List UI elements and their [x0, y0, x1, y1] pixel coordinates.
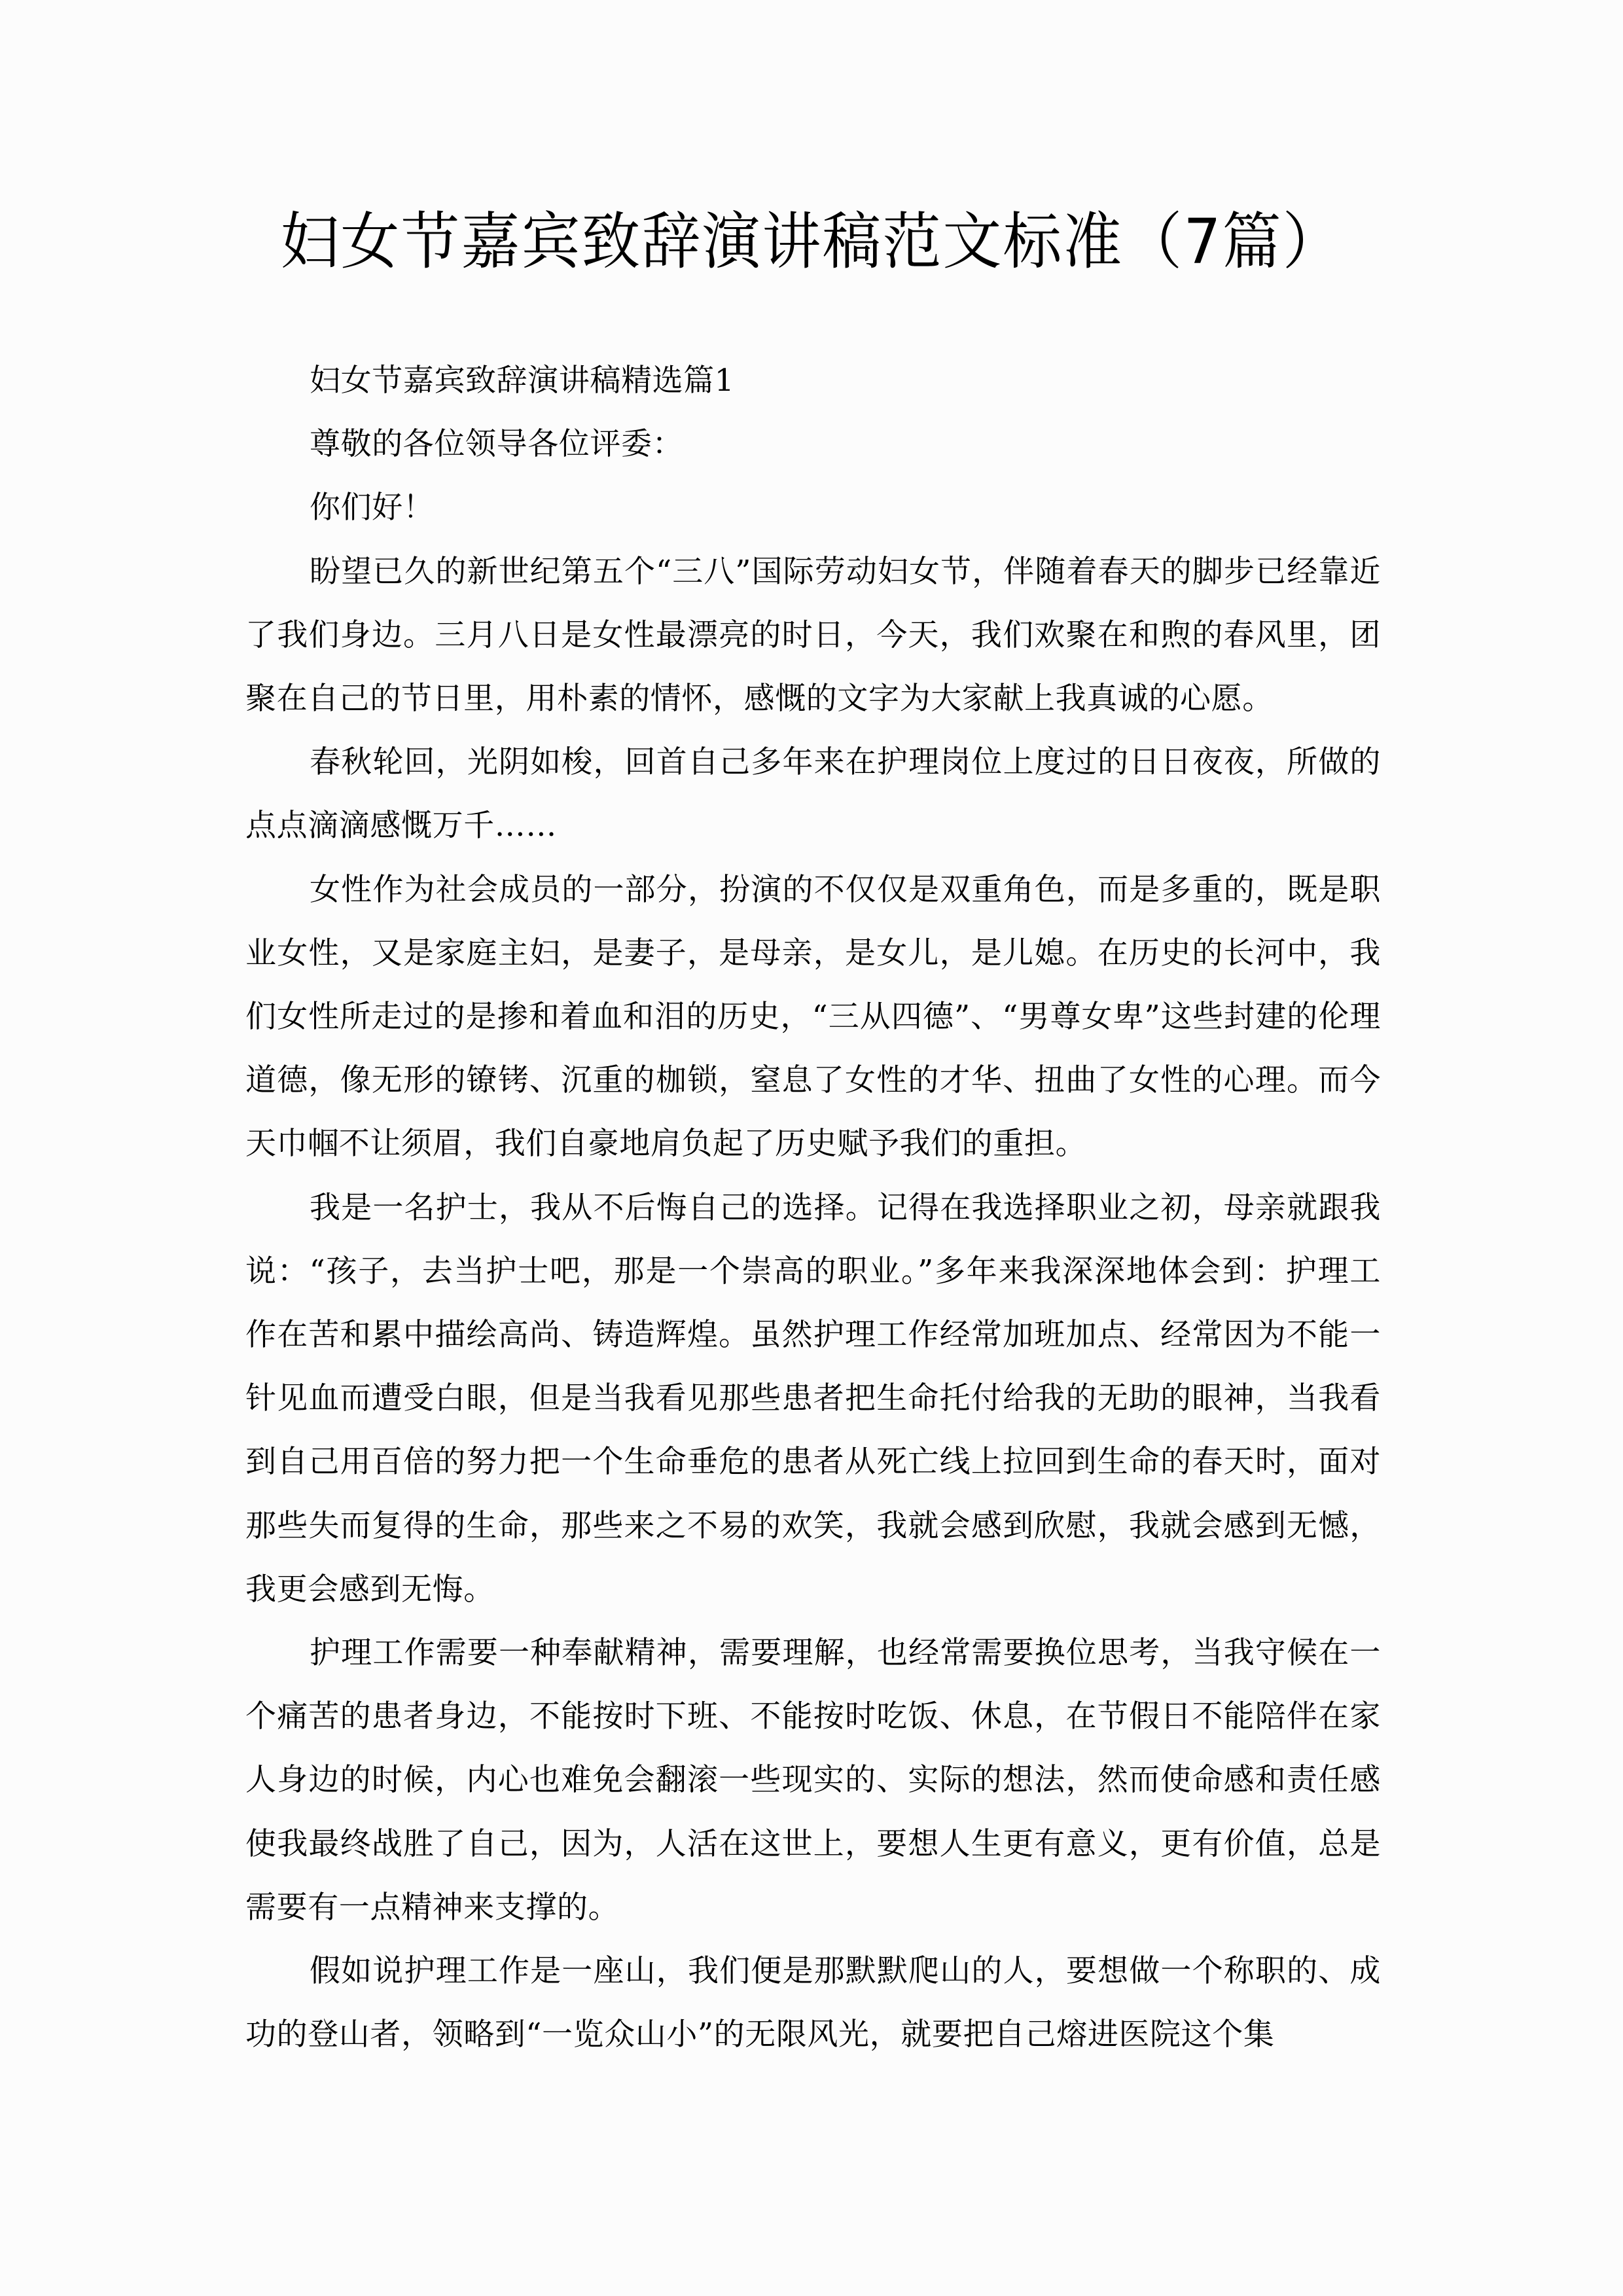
paragraph: 我是一名护士，我从不后悔自己的选择。记得在我选择职业之初，母亲就跟我说：“孩子，去当护士吧，那是一个崇高的职业。”多年来我深深地体会到：护理工作在苦和累中描绘高尚、铸造辉煌。虽然护理工作经常加班加点、经常因为不能一针见血而遭受白眼，但是当我看见那些患者把生命托付给我的无助的眼神，当我看到自己用百倍的努力把一个生命垂危的患者从死亡线上拉回到生命的春天时，面对那些失而复得的生命，那些来之不易的欢笑，我就会感到欣慰，我就会感到无憾，我更会感到无悔。 [245, 1189, 1381, 1607]
paragraph: 护理工作需要一种奉献精神，需要理解，也经常需要换位思考，当我守候在一个痛苦的患者身边，不能按时下班、不能按时吃饭、休息，在节假日不能陪伴在家人身边的时候，内心也难免会翻滚一些现实的、实际的想法，然而使命感和责任感使我最终战胜了自己，因为，人活在这世上，要想人生更有意义，更有价值，总是需要有一点精神来支撑的。 [245, 1635, 1381, 1926]
paragraph: 假如说护理工作是一座山，我们便是那默默爬山的人，要想做一个称职的、成功的登山者，领略到“一览众山小”的无限风光，就要把自己熔进医院这个集 [245, 1953, 1381, 2053]
salutation: 尊敬的各位领导各位评委： [310, 426, 684, 463]
document-body [245, 349, 1381, 2066]
greeting: 你们好！ [310, 490, 435, 526]
section-heading: 妇女节嘉宾致辞演讲稿精选篇1 [310, 363, 735, 399]
document-title: 妇女节嘉宾致辞演讲稿范文标准（7篇） [280, 206, 1343, 278]
paragraph: 春秋轮回，光阴如梭，回首自己多年来在护理岗位上度过的日日夜夜，所做的点点滴滴感慨万千…… [245, 744, 1381, 844]
paragraph: 女性作为社会成员的一部分，扮演的不仅仅是双重角色，而是多重的，既是职业女性，又是家庭主妇，是妻子，是母亲，是女儿，是儿媳。在历史的长河中，我们女性所走过的是掺和着血和泪的历史，“三从四德”、“男尊女卑”这些封建的伦理道德，像无形的镣铐、沉重的枷锁，窒息了女性的才华、扭曲了女性的心理。而今天巾帼不让须眉，我们自豪地肩负起了历史赋予我们的重担。 [245, 871, 1381, 1162]
paragraph: 盼望已久的新世纪第五个“三八”国际劳动妇女节，伴随着春天的脚步已经靠近了我们身边。三月八日是女性最漂亮的时日，今天，我们欢聚在和煦的春风里，团聚在自己的节日里，用朴素的情怀，感慨的文字为大家献上我真诚的心愿。 [245, 553, 1381, 717]
